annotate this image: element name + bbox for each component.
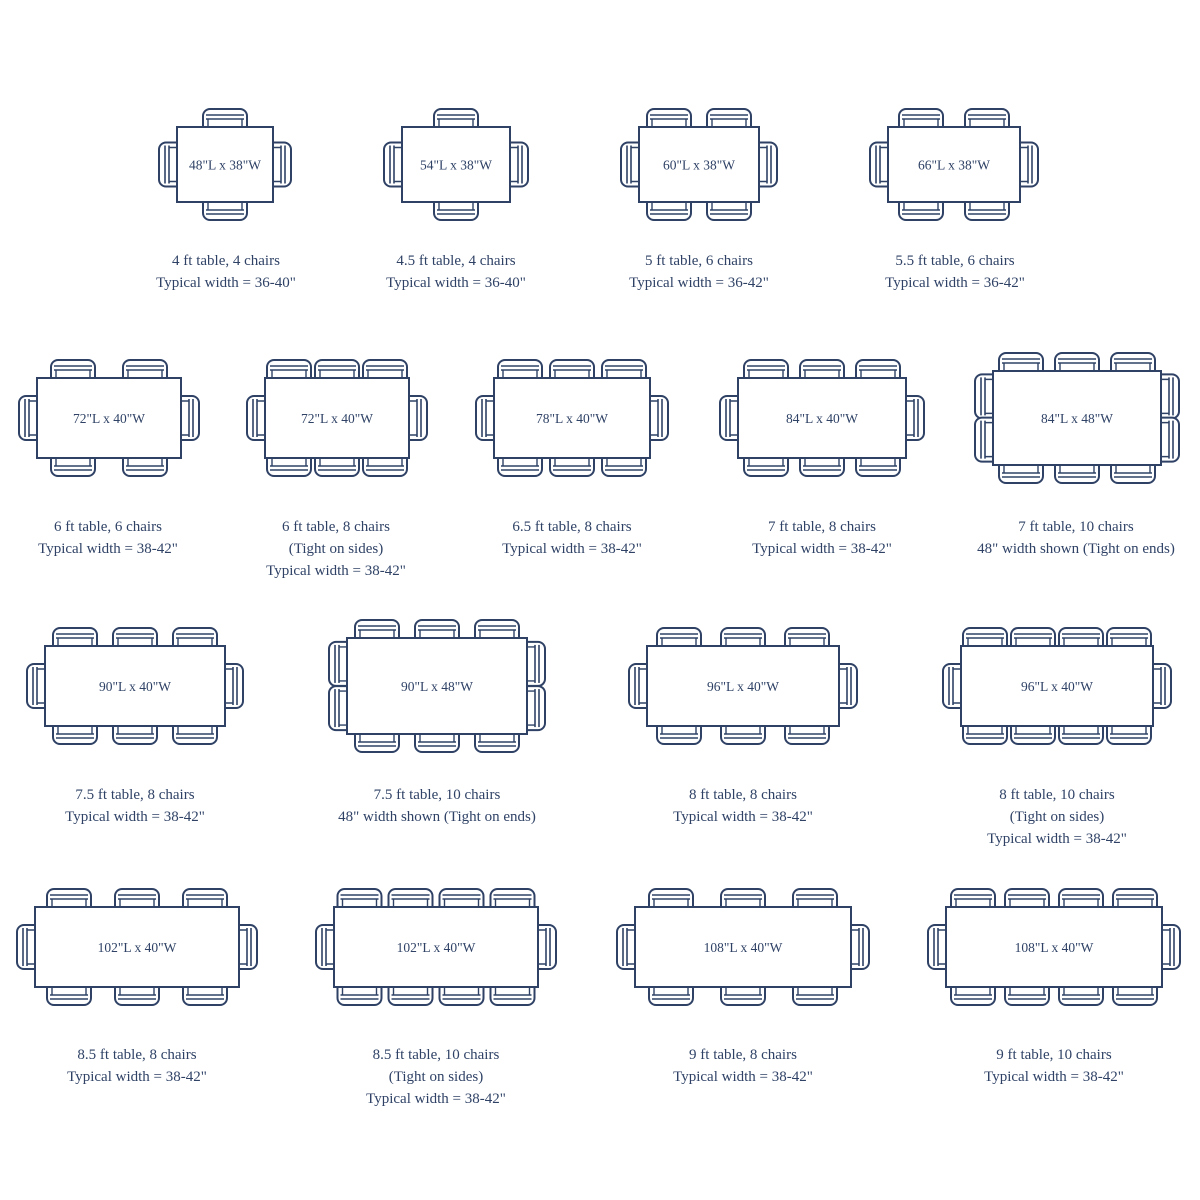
- table-dimension-label: 48"L x 38"W: [188, 157, 262, 173]
- table-dimension-label: 102"L x 40"W: [97, 940, 177, 955]
- caption-line: 6 ft table, 6 chairs: [54, 519, 162, 535]
- table-caption: [65, 784, 205, 828]
- table-dimension-label: 78"L x 40"W: [535, 411, 609, 426]
- caption-line: Typical width = 38-42": [38, 541, 178, 557]
- table-layout: [159, 109, 291, 220]
- caption-line: 4 ft table, 4 chairs: [172, 253, 280, 269]
- caption-line: Typical width = 38-42": [266, 563, 406, 579]
- table-caption: [338, 784, 536, 828]
- caption-line: Typical width = 38-42": [673, 1069, 813, 1085]
- table-layout: [329, 620, 545, 752]
- caption-line: Typical width = 36-42": [885, 275, 1025, 291]
- table-dimension-label: 90"L x 48"W: [400, 679, 474, 694]
- caption-line: Typical width = 38-42": [67, 1069, 207, 1085]
- caption-line: 5 ft table, 6 chairs: [645, 253, 753, 269]
- caption-line: 9 ft table, 10 chairs: [996, 1047, 1112, 1063]
- caption-line: (Tight on sides): [288, 541, 384, 557]
- table-dimension-label: 84"L x 48"W: [1040, 411, 1114, 426]
- table-caption: [38, 516, 178, 560]
- caption-line: 4.5 ft table, 4 chairs: [396, 253, 516, 269]
- table-caption: [386, 250, 526, 294]
- table-caption: [752, 516, 892, 560]
- table-dimension-label: 96"L x 40"W: [706, 679, 780, 694]
- caption-line: 5.5 ft table, 6 chairs: [895, 253, 1015, 269]
- table-caption: [67, 1044, 207, 1088]
- caption-line: 48" width shown (Tight on ends): [338, 809, 536, 825]
- table-layout: [720, 360, 924, 476]
- table-caption: [502, 516, 642, 560]
- caption-line: Typical width = 36-40": [386, 275, 526, 291]
- caption-line: 6 ft table, 8 chairs: [282, 519, 390, 535]
- table-caption: [156, 250, 296, 294]
- table-layout: [617, 889, 869, 1005]
- caption-line: Typical width = 36-40": [156, 275, 296, 291]
- caption-line: 6.5 ft table, 8 chairs: [512, 519, 632, 535]
- caption-line: Typical width = 38-42": [987, 831, 1127, 847]
- table-dimension-label: 90"L x 40"W: [98, 679, 172, 694]
- table-dimension-label: 102"L x 40"W: [396, 940, 476, 955]
- table-dimension-label: 108"L x 40"W: [1014, 940, 1094, 955]
- caption-line: 8.5 ft table, 10 chairs: [372, 1047, 500, 1063]
- caption-line: 8 ft table, 10 chairs: [999, 787, 1115, 803]
- table-layout: [975, 353, 1179, 483]
- table-layout: [316, 889, 556, 1005]
- table-dimension-label: 54"L x 38"W: [419, 157, 493, 173]
- caption-line: Typical width = 38-42": [502, 541, 642, 557]
- table-caption: [885, 250, 1025, 294]
- table-layout: [629, 628, 857, 744]
- caption-line: Typical width = 38-42": [984, 1069, 1124, 1085]
- table-caption: [977, 516, 1175, 560]
- caption-line: 48" width shown (Tight on ends): [977, 541, 1175, 557]
- caption-line: 7.5 ft table, 10 chairs: [373, 787, 501, 803]
- table-dimension-label: 66"L x 38"W: [917, 157, 991, 173]
- table-caption: [673, 784, 813, 828]
- table-dimension-label: 60"L x 38"W: [662, 157, 736, 173]
- caption-line: (Tight on sides): [1009, 809, 1105, 825]
- caption-line: 7.5 ft table, 8 chairs: [75, 787, 195, 803]
- table-caption: [366, 1044, 506, 1110]
- table-dimension-label: 72"L x 40"W: [72, 411, 146, 426]
- caption-line: 8 ft table, 8 chairs: [689, 787, 797, 803]
- table-dimension-label: 108"L x 40"W: [703, 940, 783, 955]
- table-layout: [247, 360, 427, 476]
- table-caption: [987, 784, 1127, 850]
- table-layout: [870, 109, 1038, 220]
- table-layout: [27, 628, 243, 744]
- caption-line: 8.5 ft table, 8 chairs: [77, 1047, 197, 1063]
- table-layout: [17, 889, 257, 1005]
- caption-line: 9 ft table, 8 chairs: [689, 1047, 797, 1063]
- table-caption: [629, 250, 769, 294]
- table-dimension-label: 96"L x 40"W: [1020, 679, 1094, 694]
- caption-line: Typical width = 38-42": [366, 1091, 506, 1107]
- table-caption: [673, 1044, 813, 1088]
- table-caption: [984, 1044, 1124, 1088]
- table-layout: [19, 360, 199, 476]
- table-layout: [928, 889, 1180, 1005]
- caption-line: (Tight on sides): [388, 1069, 484, 1085]
- table-layout: [621, 109, 777, 220]
- caption-line: Typical width = 38-42": [752, 541, 892, 557]
- caption-line: Typical width = 38-42": [673, 809, 813, 825]
- caption-line: Typical width = 36-42": [629, 275, 769, 291]
- caption-line: 7 ft table, 10 chairs: [1018, 519, 1134, 535]
- table-layout: [943, 628, 1171, 744]
- caption-line: 7 ft table, 8 chairs: [768, 519, 876, 535]
- table-dimension-label: 84"L x 40"W: [785, 411, 859, 426]
- table-dimension-label: 72"L x 40"W: [300, 411, 374, 426]
- table-layout: [476, 360, 668, 476]
- caption-line: Typical width = 38-42": [65, 809, 205, 825]
- table-caption: [266, 516, 406, 582]
- table-layout: [384, 109, 528, 220]
